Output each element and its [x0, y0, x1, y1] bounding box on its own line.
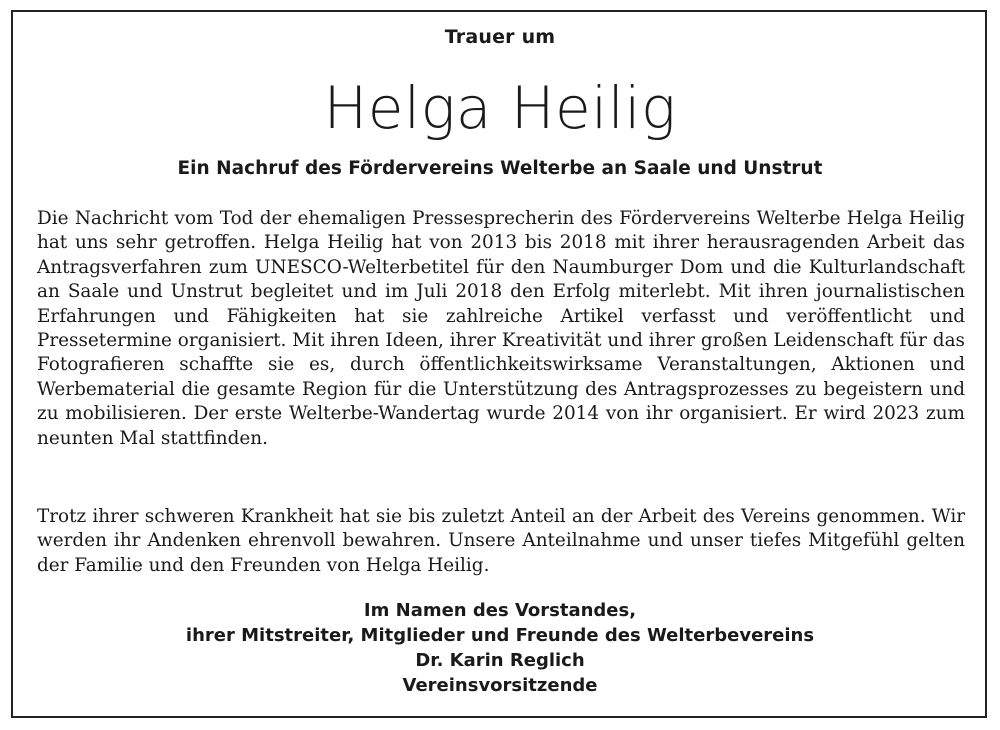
signature-block [0, 598, 1000, 698]
obituary-paragraph-1: Die Nachricht vom Tod der ehemaligen Pressesprecherin des Fördervereins Welterbe Helga Heilig hat uns sehr getroffen. Helga Heilig hat von 2013 bis 2018 mit ihrer herausragenden Arbeit das Antragsverfahren zum UNESCO-Welterbetitel für den Naumburger Dom und die Kulturlandschaft an Saale und Unstrut begleitet und im Juli 2018 den Erfolg miterlebt. Mit ihren journalistischen Erfahrungen und Fähigkeiten hat sie zahlreiche Artikel verfasst und veröffentlicht und Pressetermine organisiert. Mit ihren Ideen, ihrer Kreativität und ihrer großen Leidenschaft für das Fotografieren schaffte sie es, durch öffentlichkeitswirksame Veranstaltungen, Aktionen und Werbematerial die gesamte Region für die Unterstützung des Antragsprozesses zu begeistern und zu mobilisieren. Der erste Welterbe-Wandertag wurde 2014 von ihr organisiert. Er wird 2023 zum neunten Mal stattfinden. [37, 208, 965, 449]
notice-subtitle: Ein Nachruf des Fördervereins Welterbe an Saale und Unstrut [177, 158, 823, 179]
notice-intro: Trauer um [444, 26, 556, 48]
signature-name: Dr. Karin Reglich [415, 650, 585, 671]
obituary-paragraph-2: Trotz ihrer schweren Krankheit hat sie bis zuletzt Anteil an der Arbeit des Vereins genommen. Wir werden ihr Andenken ehrenvoll bewahren. Unsere Anteilnahme und unser tiefes Mitgefühl gelten der Familie und den Freunden von Helga Heilig. [37, 506, 965, 576]
signature-line-members: ihrer Mitstreiter, Mitglieder und Freunde des Welterbevereins [185, 625, 815, 646]
signature-line-board: Im Namen des Vorstandes, [363, 600, 637, 621]
deceased-name: Helga Heilig [323, 74, 677, 142]
signature-role: Vereinsvorsitzende [402, 675, 598, 696]
